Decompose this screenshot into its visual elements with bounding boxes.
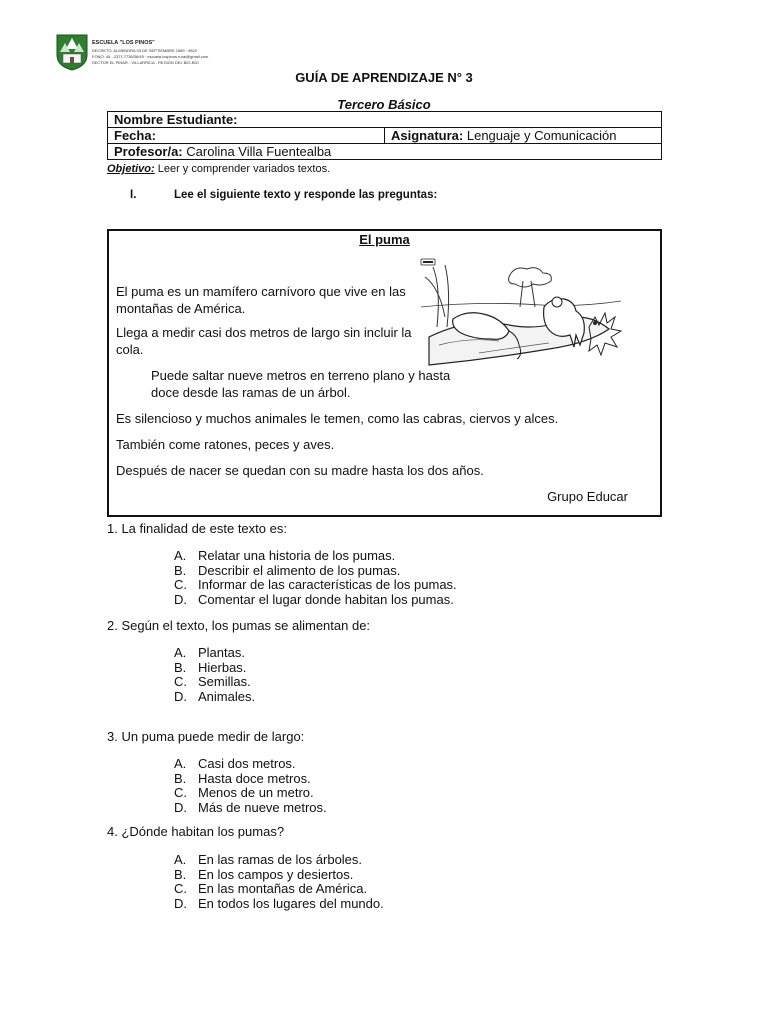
teacher-label: Profesor/a: — [114, 144, 183, 159]
answer-option[interactable]: A. En las ramas de los árboles. — [174, 852, 363, 867]
question-1-options — [174, 549, 457, 607]
section-instruction: Lee el siguiente texto y responde las preguntas: — [174, 189, 438, 201]
answer-option[interactable]: D. En todos los lugares del mundo. — [174, 895, 384, 911]
reading-paragraph: Es silencioso y muchos animales le temen, como las cabras, ciervos y alces. — [116, 411, 559, 426]
page-title: GUÍA DE APRENDIZAJE N° 3 — [295, 70, 473, 85]
subject-value: Lenguaje y Comunicación — [466, 128, 617, 143]
question-4: 4. ¿Dónde habitan los pumas? — [107, 824, 285, 839]
student-name-cell[interactable] — [108, 112, 662, 128]
objective-label: Objetivo: — [107, 163, 155, 175]
reading-paragraph: Llega a medir casi dos metros de largo sin incluir la cola. — [116, 325, 412, 357]
reading-paragraph: También come ratones, peces y aves. — [116, 437, 335, 452]
date-cell[interactable] — [108, 128, 385, 144]
school-info-line: DECRETO: ALMENDRA 03 DE SEPTIEMBRE 1989 · 9822 — [92, 48, 198, 53]
reading-source: Grupo Educar — [547, 489, 628, 504]
reading-paragraph: Puede saltar nueve metros en terreno plano y hasta doce desde las ramas de un árbol. — [151, 368, 451, 400]
school-name: ESCUELA "LOS PINOS" — [92, 40, 155, 46]
answer-option[interactable]: D. Animales. — [174, 688, 256, 704]
teacher-value: Carolina Villa Fuentealba — [186, 144, 332, 159]
teacher-cell — [108, 144, 662, 160]
question-1: 1. La finalidad de este texto es: — [107, 521, 287, 536]
section-number: I. — [130, 189, 137, 201]
school-info-line: SECTOR EL PINAR - VILLARRICA - REGIÓN DEL BÍO-BÍO — [92, 60, 199, 65]
answer-option[interactable]: B. Describir el alimento de los pumas. — [174, 562, 401, 578]
reading-title: El puma — [359, 232, 410, 247]
answer-option[interactable]: C. En las montañas de América. — [174, 881, 368, 896]
subject-label: Asignatura: — [391, 128, 464, 143]
answer-option[interactable]: B. Hierbas. — [174, 659, 247, 675]
date-label: Fecha: — [114, 128, 156, 143]
answer-option[interactable]: C. Informar de las características de los pumas. — [174, 577, 457, 592]
question-4-options — [174, 853, 384, 911]
puma-illustration — [419, 257, 624, 377]
answer-option[interactable]: B. Hasta doce metros. — [174, 770, 311, 786]
page-subtitle: Tercero Básico — [337, 97, 431, 112]
question-2-options — [174, 646, 255, 704]
question-3: 3. Un puma puede medir de largo: — [107, 729, 305, 744]
answer-option[interactable]: C. Semillas. — [174, 674, 251, 689]
school-logo — [55, 33, 89, 71]
school-info-line: FONO: 45 - 2371 7736/36/45 · escuela.lospinos.rural@gmail.com — [92, 54, 209, 59]
student-info-table — [107, 111, 662, 160]
answer-option[interactable]: A. Casi dos metros. — [174, 756, 296, 771]
reading-paragraph: El puma es un mamífero carnívoro que vive en las montañas de América. — [116, 284, 406, 316]
question-2: 2. Según el texto, los pumas se alimentan de: — [107, 618, 371, 633]
answer-option[interactable]: C. Menos de un metro. — [174, 785, 314, 800]
answer-option[interactable]: D. Comentar el lugar donde habitan los pumas. — [174, 591, 454, 607]
reading-paragraph: Después de nacer se quedan con su madre hasta los dos años. — [116, 463, 484, 478]
answer-option[interactable]: D. Más de nueve metros. — [174, 799, 327, 815]
answer-option[interactable]: B. En los campos y desiertos. — [174, 866, 354, 882]
reading-box — [107, 229, 662, 517]
question-3-options — [174, 757, 327, 815]
answer-option[interactable]: A. Relatar una historia de los pumas. — [174, 548, 396, 563]
answer-option[interactable]: A. Plantas. — [174, 645, 245, 660]
subject-cell — [385, 128, 662, 144]
student-name-label: Nombre Estudiante: — [114, 112, 238, 127]
objective-text: Leer y comprender variados textos. — [157, 163, 331, 175]
objective — [107, 163, 330, 175]
